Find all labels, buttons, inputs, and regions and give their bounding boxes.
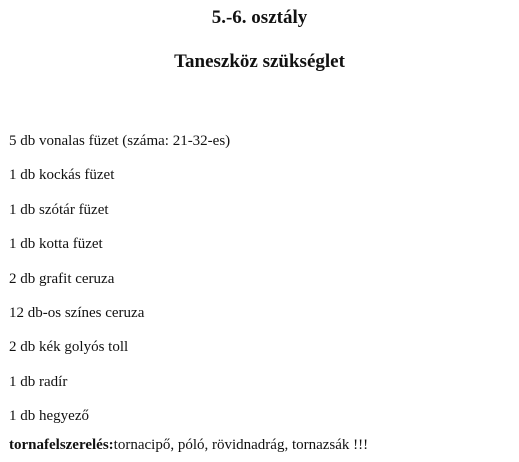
page-subtitle: Taneszköz szükséglet: [174, 51, 345, 72]
supply-list: [9, 124, 230, 434]
pe-equipment-text: tornacipő, póló, rövidnadrág, tornazsák !!!: [113, 437, 369, 453]
list-item: 1 db kockás füzet: [9, 167, 115, 184]
list-item: 1 db kotta füzet: [9, 236, 103, 253]
list-item: 5 db vonalas füzet (száma: 21-32-es): [9, 133, 231, 149]
list-item: 12 db-os színes ceruza: [9, 304, 145, 321]
list-item: 1 db hegyező: [9, 408, 89, 425]
pe-equipment-label: tornafelszerelés:: [9, 437, 114, 453]
list-item: 1 db szótár füzet: [9, 201, 109, 218]
list-item: 2 db kék golyós toll: [9, 339, 129, 356]
page-title: 5.-6. osztály: [211, 7, 308, 28]
list-item: 1 db radír: [9, 373, 68, 390]
pe-equipment-line: [9, 428, 368, 462]
list-item: 2 db grafit ceruza: [9, 270, 115, 287]
